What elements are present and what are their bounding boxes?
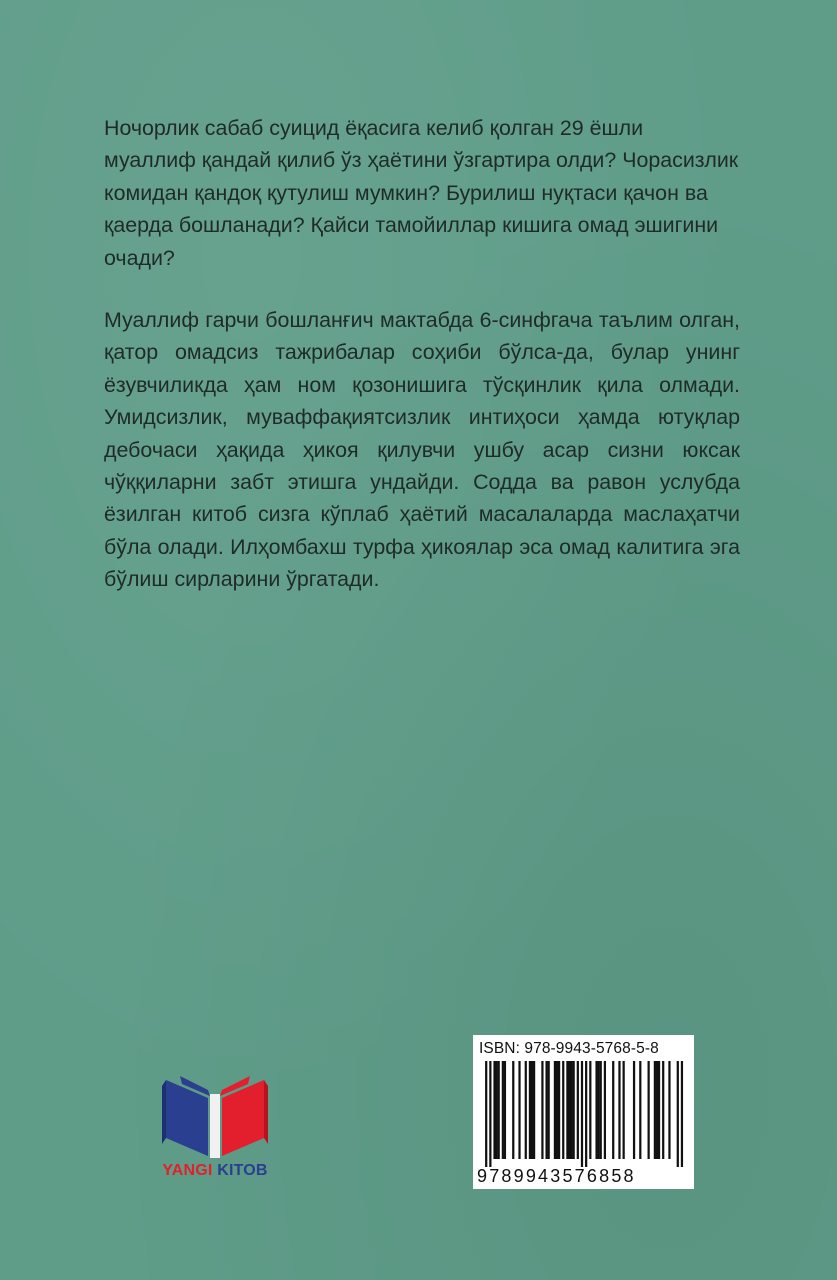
barcode-bar (554, 1061, 556, 1159)
barcode-bar (562, 1061, 564, 1159)
barcode-bar (658, 1061, 660, 1159)
barcode-bar (545, 1061, 547, 1159)
publisher-name-yangi: YANGI (162, 1162, 213, 1179)
barcode-digits: 9789943576858 (477, 1166, 636, 1186)
barcode (483, 1061, 685, 1167)
barcode-bar (585, 1061, 587, 1167)
barcode-bar (498, 1061, 500, 1159)
barcode-bar (656, 1061, 658, 1159)
barcode-bar (548, 1061, 550, 1159)
barcode-bar (566, 1061, 568, 1159)
barcode-bar (668, 1061, 670, 1159)
blurb-text (104, 112, 740, 626)
barcode-bar (573, 1061, 575, 1159)
barcode-bar (558, 1061, 560, 1159)
barcode-bar (531, 1061, 533, 1159)
barcode-bar (512, 1061, 514, 1159)
barcode-bar (623, 1061, 625, 1159)
publisher-name (150, 1162, 280, 1180)
barcode-bar (556, 1061, 558, 1159)
isbn-label: ISBN: 978-9943-5768-5-8 (479, 1040, 659, 1057)
barcode-bar (525, 1061, 527, 1159)
barcode-bar (570, 1061, 572, 1159)
blurb-paragraph-2: Муаллиф гарчи бошланғич мактабда 6-синфгача таълим олган, қатор омадсиз тажрибалар соҳиби бўлса-да, булар унинг ёзувчиликда ҳам ном қозонишига тўсқинлик қила олмади. Умидсизлик, муваффақиятсизлик интиҳоси ҳамда ютуқлар дебочаси ҳақида ҳикоя қилувчи ушбу асар сизни юксак чўққиларни забт этишга ундайди. Содда ва равон услубда ёзилган китоб сизга кўплаб ҳаётий масалаларда маслаҳатчи бўла олади. Илҳомбахш турфа ҳикоялар эса омад калитига эга бўлиш сирларини ўргатади. (104, 308, 740, 592)
barcode-bar (662, 1061, 664, 1159)
barcode-bar (639, 1061, 641, 1159)
barcode-bar (493, 1061, 495, 1159)
barcode-bar (600, 1061, 602, 1159)
barcode-bar (489, 1061, 491, 1167)
publisher-name-kitob: KITOB (217, 1162, 268, 1179)
blurb-paragraph-1: Ночорлик сабаб суицид ёқасига келиб қолган 29 ёшли муаллиф қандай қилиб ўз ҳаётини ўзгартира олди? Чорасизлик комидан қандоқ қутулиш мумкин? Бурилиш нуқтаси қачон ва қаерда бошланади? Қайси тамойиллар кишига омад эшигини очади? (104, 116, 739, 270)
barcode-bar (677, 1061, 679, 1167)
barcode-bar (502, 1061, 504, 1159)
barcode-bar (589, 1061, 591, 1159)
barcode-bar (485, 1061, 487, 1167)
barcode-bar (612, 1061, 614, 1159)
barcode-bar (681, 1061, 683, 1167)
barcode-bar (633, 1061, 635, 1159)
barcode-bar (533, 1061, 535, 1159)
barcode-bar (618, 1061, 620, 1159)
barcode-bar (581, 1061, 583, 1167)
barcode-bar (529, 1061, 531, 1159)
publisher-logo (150, 1072, 280, 1192)
barcode-bar (568, 1061, 570, 1159)
barcode-bar (598, 1061, 600, 1159)
barcode-bar (541, 1061, 543, 1159)
barcode-bar (577, 1061, 579, 1159)
open-book-icon (158, 1072, 272, 1158)
barcode-bar (648, 1061, 650, 1159)
barcode-bar (604, 1061, 606, 1159)
barcode-bar (595, 1061, 597, 1159)
barcode-bar (504, 1061, 506, 1159)
barcode-bar (518, 1061, 520, 1159)
barcode-bar (495, 1061, 497, 1159)
barcode-bar (654, 1061, 656, 1159)
isbn-barcode-box (473, 1035, 694, 1189)
